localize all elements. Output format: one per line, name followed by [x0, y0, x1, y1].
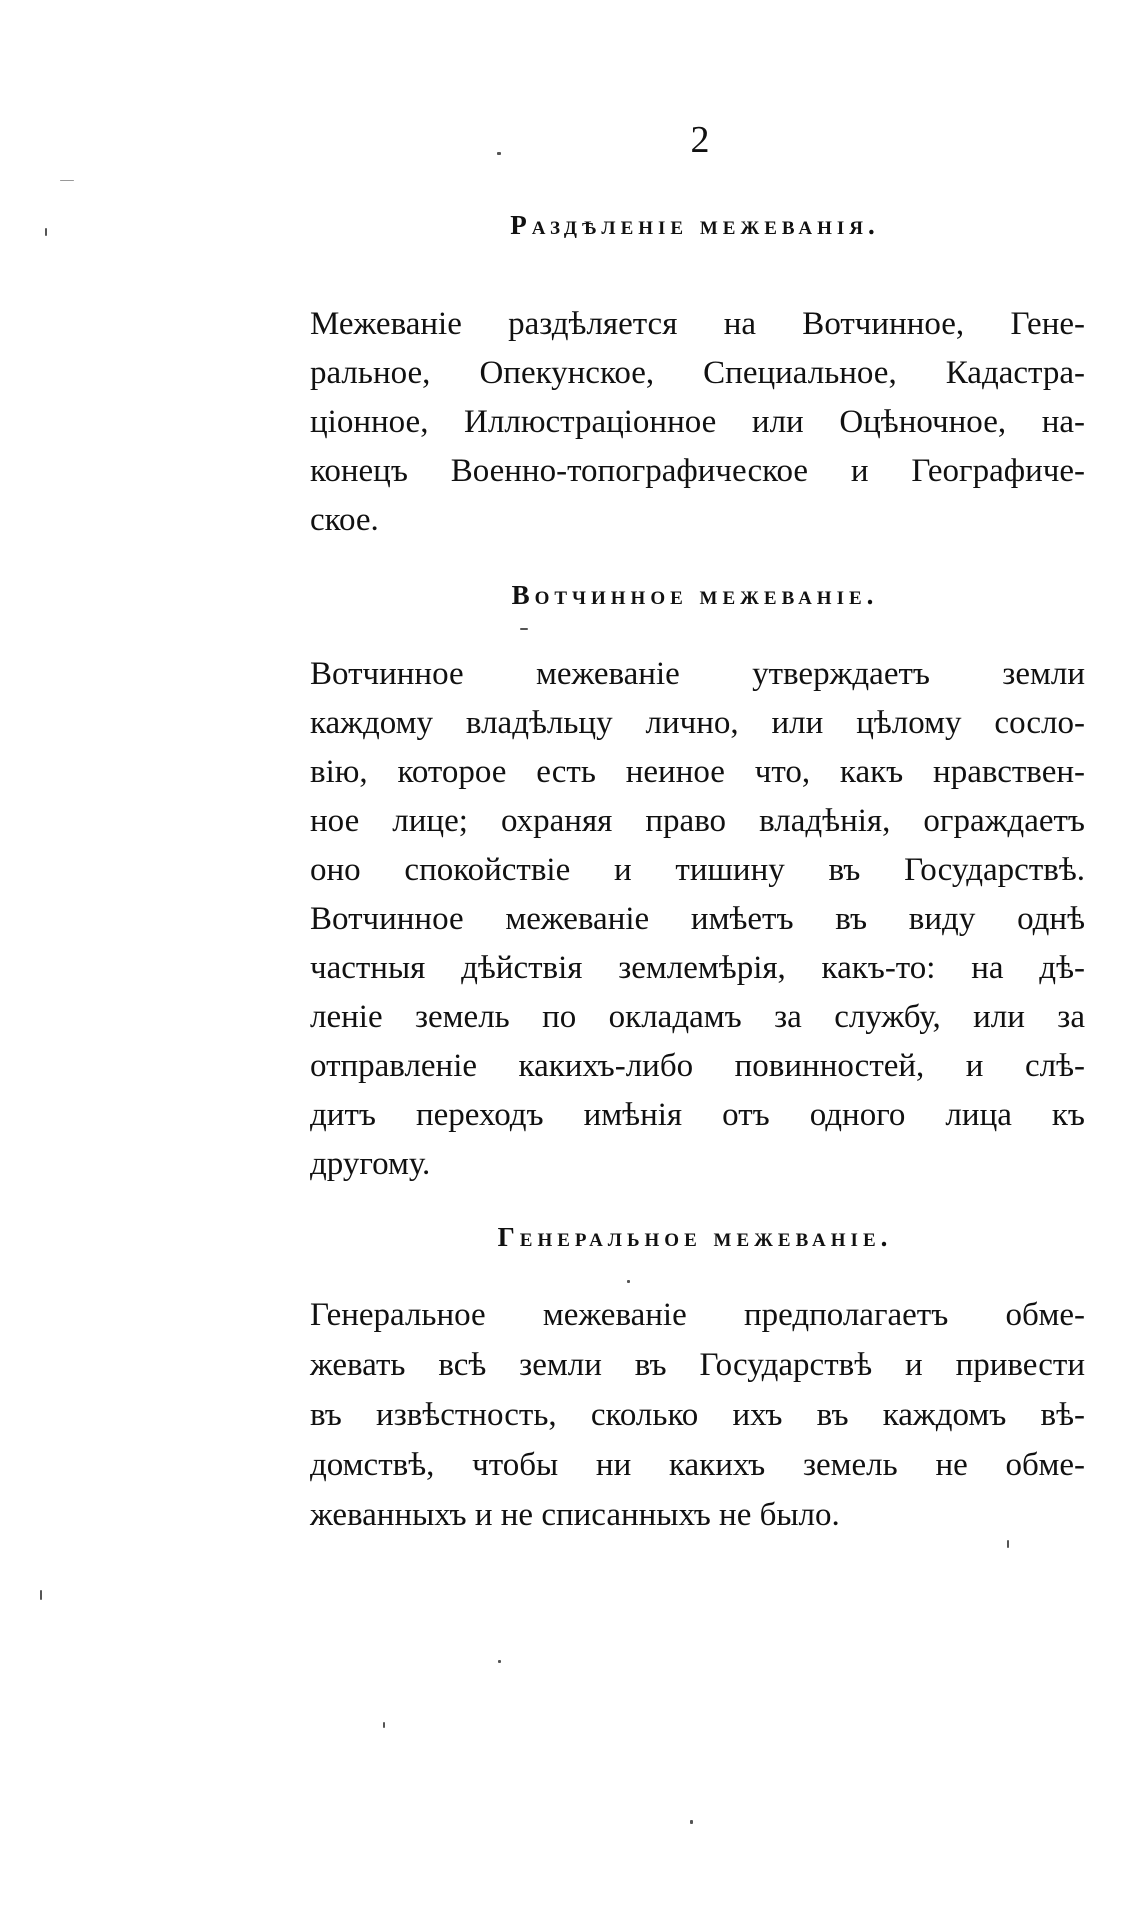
text-line: домствѣ, чтобы ни какихъ земель не обме- — [310, 1447, 1085, 1483]
text-line: Вотчинное межеваніе имѣетъ въ виду однѣ — [310, 901, 1085, 937]
text-line: ціонное, Иллюстраціонное или Оцѣночное, на- — [310, 404, 1085, 440]
text-line: конецъ Военно-топографическое и Географиче- — [310, 453, 1085, 489]
text-line: дитъ переходъ имѣнія отъ одного лица къ — [310, 1097, 1085, 1133]
text-line: частныя дѣйствія землемѣрія, какъ-то: на дѣ- — [310, 950, 1085, 986]
text-line: жевать всѣ земли въ Государствѣ и привести — [310, 1347, 1085, 1383]
section-heading-division: Раздѣленіе межеванія. — [510, 210, 880, 240]
scan-speck — [627, 1280, 630, 1283]
paragraph-generalnoe — [310, 1290, 1085, 1540]
text-line: въ извѣстность, сколько ихъ въ каждомъ вѣ- — [310, 1397, 1085, 1433]
text-line: жеванныхъ и не списанныхъ не было. — [310, 1497, 840, 1533]
text-line: леніе земель по окладамъ за службу, или за — [310, 999, 1085, 1035]
scan-speck — [690, 1820, 693, 1824]
text-line: оно спокойствіе и тишину въ Государствѣ. — [310, 852, 1085, 888]
text-line: Межеваніе раздѣляется на Вотчинное, Гене- — [310, 306, 1085, 342]
text-line: ральное, Опекунское, Специальное, Кадастра- — [310, 355, 1085, 391]
scan-speck — [1007, 1540, 1009, 1548]
text-line: другому. — [310, 1146, 431, 1182]
paragraph-division — [310, 300, 1085, 545]
scan-speck — [520, 628, 528, 630]
scan-speck — [497, 152, 501, 155]
text-line: ское. — [310, 502, 379, 538]
scan-speck — [40, 1590, 42, 1600]
text-line: каждому владѣльцу лично, или цѣлому сосло- — [310, 705, 1085, 741]
scan-speck — [498, 1660, 501, 1663]
text-line: вію, которое есть неиное что, какъ нравствен- — [310, 754, 1085, 790]
text-line: Вотчинное межеваніе утверждаетъ земли — [310, 656, 1085, 692]
scan-speck — [45, 228, 47, 236]
text-line: Генеральное межеваніе предполагаетъ обме- — [310, 1297, 1085, 1333]
scan-speck — [60, 180, 74, 181]
text-line: отправленіе какихъ-либо повинностей, и слѣ- — [310, 1048, 1085, 1084]
text-line: ное лице; охраняя право владѣнія, ограждаетъ — [310, 803, 1085, 839]
scan-speck — [383, 1722, 385, 1728]
section-heading-votchinnoe: Вотчинное межеваніе. — [511, 580, 879, 610]
page-number: 2 — [690, 119, 710, 161]
section-heading-generalnoe: Генеральное межеваніе. — [497, 1222, 893, 1252]
paragraph-votchinnoe — [310, 650, 1085, 1189]
